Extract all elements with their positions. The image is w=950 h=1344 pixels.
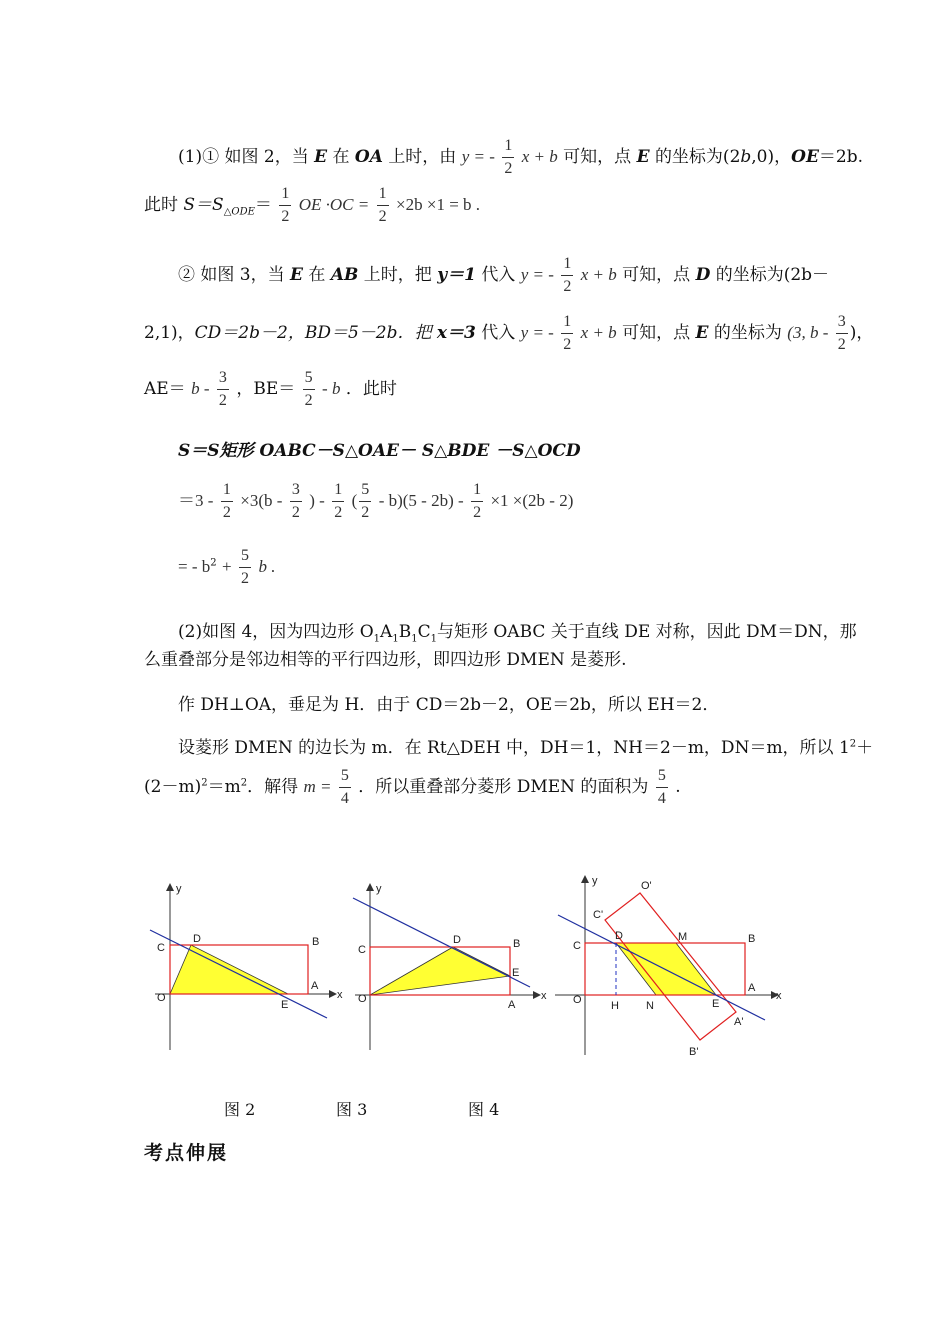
- var-ab: AB: [330, 265, 359, 285]
- fraction: [502, 138, 514, 177]
- denominator: 2: [561, 275, 573, 295]
- text: ，BE＝: [236, 379, 296, 399]
- y-axis-arrow: [366, 883, 374, 891]
- caption-figure-4: 图 4: [468, 1100, 500, 1119]
- math: x + b: [521, 147, 558, 166]
- label-bp: B': [689, 1046, 699, 1058]
- solution-line-11: 作 DH⊥OA，垂足为 H．由于 CD＝2b－2，OE＝2b，所以 EH＝2．: [178, 695, 720, 715]
- subscript: 1: [411, 633, 418, 645]
- fraction: [339, 768, 351, 807]
- text: B: [398, 622, 412, 642]
- subscript: 1: [392, 633, 399, 645]
- var-b: b: [740, 147, 752, 167]
- denominator: 2: [279, 205, 291, 225]
- var-e: E: [636, 147, 650, 167]
- solution-line-1: [178, 138, 863, 177]
- math: (3, b -: [787, 323, 829, 342]
- label-x: x: [337, 989, 343, 1001]
- label-h: H: [611, 1000, 619, 1012]
- denominator: 2: [290, 501, 302, 521]
- x-axis-arrow: [329, 990, 337, 998]
- line-de: [150, 930, 327, 1018]
- var-e: E: [290, 265, 303, 285]
- label-a: A: [311, 980, 319, 992]
- numerator: 5: [361, 481, 370, 498]
- x-axis-arrow: [533, 991, 541, 999]
- superscript: 2: [849, 738, 857, 750]
- figure-2: [145, 875, 345, 1055]
- denominator: 2: [221, 501, 233, 521]
- text: 在: [308, 265, 326, 285]
- solution-line-3: [178, 256, 829, 295]
- superscript: 2: [210, 557, 217, 569]
- label-y: y: [376, 883, 382, 895]
- denominator: 2: [217, 389, 229, 409]
- text: ,0)，: [751, 147, 792, 167]
- math: CD＝2b－2，BD＝5－2b．把: [194, 323, 432, 343]
- numerator: 3: [218, 369, 227, 386]
- fraction: [290, 482, 302, 521]
- label-x: x: [541, 990, 547, 1002]
- figure-4: [550, 865, 790, 1065]
- fraction: [377, 186, 389, 225]
- math: ×1 ×(2b - 2): [490, 491, 574, 510]
- text: 与矩形 OABC 关于直线 DE 对称，因此 DM＝DN，那: [436, 622, 857, 642]
- caption-figure-3: 图 3: [336, 1100, 368, 1119]
- caption-figure-2: 图 2: [224, 1100, 256, 1119]
- denominator: 2: [377, 205, 389, 225]
- text: 此时: [144, 195, 178, 215]
- text: ＝2b.: [818, 147, 864, 167]
- math: y＝1: [437, 265, 476, 285]
- math: (: [351, 491, 358, 510]
- solution-line-5: [144, 370, 397, 409]
- subscript: △ODE: [223, 206, 255, 218]
- superscript: 2: [201, 777, 208, 789]
- numerator: 5: [657, 767, 666, 784]
- text: A: [380, 622, 393, 642]
- text: 可知，点: [563, 147, 632, 167]
- math: = - b: [178, 557, 211, 576]
- fraction: [332, 482, 344, 521]
- text: )，: [849, 323, 874, 343]
- label-d: D: [615, 930, 623, 942]
- math: x + b: [580, 265, 617, 284]
- numerator: 1: [334, 481, 343, 498]
- solution-line-2: [144, 186, 480, 225]
- solution-line-6: S＝S矩形 OABC－S△OAE－ S△BDE －S△OCD: [178, 441, 581, 461]
- fraction: [239, 548, 251, 587]
- numerator: 3: [837, 313, 846, 330]
- fraction: [217, 370, 229, 409]
- numerator: 1: [378, 185, 387, 202]
- fraction: [656, 768, 668, 807]
- superscript: 2: [240, 777, 248, 789]
- label-c: C: [358, 944, 366, 956]
- var-e: E: [314, 147, 328, 167]
- label-o: O: [358, 993, 367, 1005]
- y-axis-arrow: [581, 875, 589, 883]
- fraction: [561, 256, 573, 295]
- text: .: [675, 777, 681, 797]
- denominator: 2: [359, 501, 371, 521]
- triangle-ode: [370, 947, 510, 995]
- text: 设菱形 DMEN 的边长为 m．在 Rt△DEH 中，DH＝1，NH＝2－m，DN＝m，所以 1: [178, 738, 850, 758]
- fraction: [279, 186, 291, 225]
- solution-line-8: [178, 548, 275, 587]
- numerator: 1: [504, 137, 513, 154]
- text: ＝m: [207, 777, 241, 797]
- solution-line-10: 么重叠部分是邻边相等的平行四边形，即四边形 DMEN 是菱形.: [144, 650, 627, 670]
- label-x: x: [776, 990, 782, 1002]
- text: ② 如图 3，当: [178, 265, 285, 285]
- math: x + b: [580, 323, 617, 342]
- math: - b: [322, 379, 341, 398]
- var-oa: OA: [354, 147, 383, 167]
- text: ．解得: [247, 777, 299, 797]
- math: x＝3: [436, 323, 476, 343]
- text: ．此时: [345, 379, 397, 399]
- text: (2)如图 4，因为四边形 O: [178, 622, 374, 642]
- denominator: 2: [836, 333, 848, 353]
- numerator: 1: [281, 185, 290, 202]
- label-o: O: [573, 994, 582, 1006]
- label-b: B: [513, 938, 521, 950]
- text: 2,1)，: [144, 323, 195, 343]
- text: 代入: [481, 323, 516, 343]
- text: 的坐标为: [713, 323, 782, 343]
- solution-line-7: [178, 482, 573, 521]
- subscript: 1: [430, 633, 437, 645]
- label-o: O: [157, 992, 166, 1004]
- math: y = -: [520, 323, 554, 342]
- label-m: M: [678, 931, 688, 943]
- label-n: N: [646, 1000, 654, 1012]
- label-b: B: [748, 933, 756, 945]
- denominator: 2: [239, 567, 251, 587]
- math: ) -: [309, 491, 325, 510]
- text: ＝: [254, 195, 272, 215]
- fraction: [359, 482, 371, 521]
- label-c: C: [573, 940, 581, 952]
- label-a: A: [748, 982, 756, 994]
- label-e: E: [512, 967, 520, 979]
- label-op: O': [641, 880, 652, 892]
- text: 上时，由: [388, 147, 457, 167]
- label-a: A: [508, 999, 516, 1011]
- solution-line-13: [144, 768, 681, 807]
- numerator: 1: [473, 481, 482, 498]
- text: 可知，点: [622, 323, 691, 343]
- solution-line-4: [144, 314, 873, 353]
- label-cp: C': [593, 909, 604, 921]
- math: m =: [303, 777, 332, 796]
- text: ＋: [856, 738, 874, 758]
- math: ＝3 -: [178, 491, 214, 510]
- solution-line-12: [178, 733, 873, 758]
- var-d: D: [695, 265, 711, 285]
- label-y: y: [592, 875, 598, 887]
- numerator: 5: [304, 369, 313, 386]
- line-de: [558, 915, 765, 1020]
- label-d: D: [193, 933, 201, 945]
- math: - b)(5 - 2b) -: [378, 491, 464, 510]
- figure-3: [345, 875, 550, 1055]
- denominator: 2: [471, 501, 483, 521]
- label-d: D: [453, 934, 461, 946]
- label-e: E: [712, 998, 720, 1010]
- subscript: 1: [373, 633, 381, 645]
- text: 的坐标为(2b－: [715, 265, 830, 285]
- numerator: 3: [291, 481, 300, 498]
- math: y = -: [520, 265, 554, 284]
- numerator: 5: [241, 547, 250, 564]
- label-b: B: [312, 936, 320, 948]
- math: OE ·OC =: [298, 195, 370, 214]
- denominator: 4: [339, 787, 351, 807]
- math: ×2b ×1 = b .: [396, 195, 481, 214]
- math: y = -: [461, 147, 495, 166]
- var-oe: OE: [791, 147, 819, 167]
- label-e: E: [281, 999, 289, 1011]
- fraction: [303, 370, 315, 409]
- denominator: 2: [332, 501, 344, 521]
- text: AE＝: [144, 379, 186, 399]
- label-ap: A': [734, 1016, 744, 1028]
- numerator: 1: [222, 481, 231, 498]
- math: b -: [191, 379, 210, 398]
- text: 可知，点: [622, 265, 691, 285]
- numerator: 1: [563, 255, 572, 272]
- text: C: [417, 622, 431, 642]
- text: (1)① 如图 2，当: [178, 147, 309, 167]
- y-axis-arrow: [166, 883, 174, 891]
- fraction: [561, 314, 573, 353]
- var-e: E: [695, 323, 709, 343]
- text: 上时，把: [363, 265, 432, 285]
- text: 代入: [481, 265, 516, 285]
- math: +: [222, 557, 232, 576]
- solution-line-9: [178, 617, 857, 644]
- denominator: 2: [502, 157, 514, 177]
- denominator: 2: [561, 333, 573, 353]
- text: 在: [332, 147, 350, 167]
- text: 的坐标为(2: [654, 147, 741, 167]
- denominator: 2: [303, 389, 315, 409]
- fraction: [221, 482, 233, 521]
- fraction: [836, 314, 848, 353]
- fraction: [471, 482, 483, 521]
- label-c: C: [157, 942, 165, 954]
- denominator: 4: [656, 787, 668, 807]
- text: (2－m): [144, 777, 202, 797]
- label-y: y: [176, 883, 182, 895]
- math: b .: [258, 557, 276, 576]
- section-heading: 考点伸展: [144, 1142, 229, 1164]
- math: ×3(b -: [240, 491, 283, 510]
- numerator: 1: [563, 313, 572, 330]
- numerator: 5: [340, 767, 349, 784]
- text: ．所以重叠部分菱形 DMEN 的面积为: [358, 777, 649, 797]
- math: S＝S: [183, 195, 224, 215]
